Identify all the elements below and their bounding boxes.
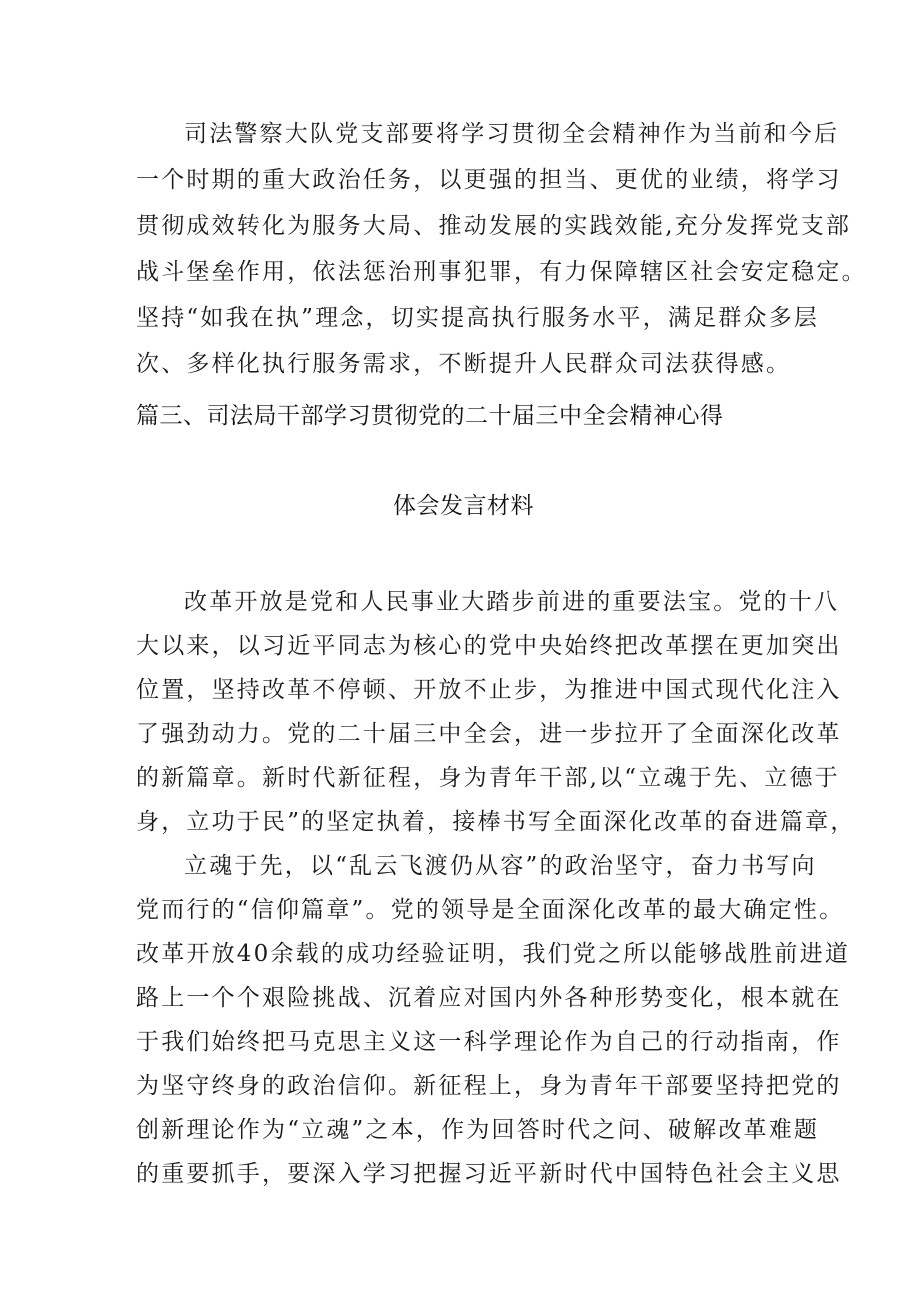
text-line: 大以来，以习近平同志为核心的党中央始终把改革摆在更加突出 (136, 633, 842, 659)
text-line: 为坚守终身的政治信仰。新征程上，身为青年干部要坚持把党的 (136, 1073, 842, 1099)
text-line: 司法警察大队党支部要将学习贯彻全会精神作为当前和今后 (184, 121, 840, 147)
text-line: 立魂于先，以“乱云飞渡仍从容”的政治坚守，奋力书写向 (184, 853, 817, 879)
text-line: 次、多样化执行服务需求，不断提升人民群众司法获得感。 (136, 351, 792, 377)
heading-line: 体会发言材料 (393, 493, 534, 519)
text-line: 位置，坚持改革不停顿、开放不止步，为推进中国式现代化注入 (136, 677, 842, 703)
text-line: 身，立功于民”的坚定执着，接棒书写全面深化改革的奋进篇章， (136, 809, 856, 835)
heading-line: 篇三、司法局干部学习贯彻党的二十届三中全会精神心得 (136, 403, 724, 429)
text-line: 的新篇章。新时代新征程，身为青年干部,以“立魂于先、立德于 (136, 765, 840, 791)
text-line: 改革开放40余载的成功经验证明，我们党之所以能够战胜前进道 (136, 941, 851, 967)
text-line: 坚持“如我在执”理念，切实提高执行服务水平，满足群众多层 (136, 305, 820, 331)
text-line: 了强劲动力。党的二十届三中全会，进一步拉开了全面深化改革 (136, 721, 842, 747)
text-line: 一个时期的重大政治任务，以更强的担当、更优的业绩，将学习 (136, 167, 842, 193)
text-line: 贯彻成效转化为服务大局、推动发展的实践效能,充分发挥党支部 (136, 213, 852, 239)
text-line: 于我们始终把马克思主义这一科学理论作为自己的行动指南，作 (136, 1029, 842, 1055)
text-line: 的重要抓手，要深入学习把握习近平新时代中国特色社会主义思 (136, 1161, 842, 1187)
text-line: 创新理论作为“立魂”之本，作为回答时代之问、破解改革难题 (136, 1117, 820, 1143)
text-line: 战斗堡垒作用，依法惩治刑事犯罪，有力保障辖区社会安定稳定。 (136, 259, 867, 285)
text-line: 改革开放是党和人民事业大踏步前进的重要法宝。党的十八 (184, 589, 840, 615)
text-line: 路上一个个艰险挑战、沉着应对国内外各种形势变化，根本就在 (136, 985, 842, 1011)
text-line: 党而行的“信仰篇章”。党的领导是全面深化改革的最大确定性。 (136, 897, 845, 923)
